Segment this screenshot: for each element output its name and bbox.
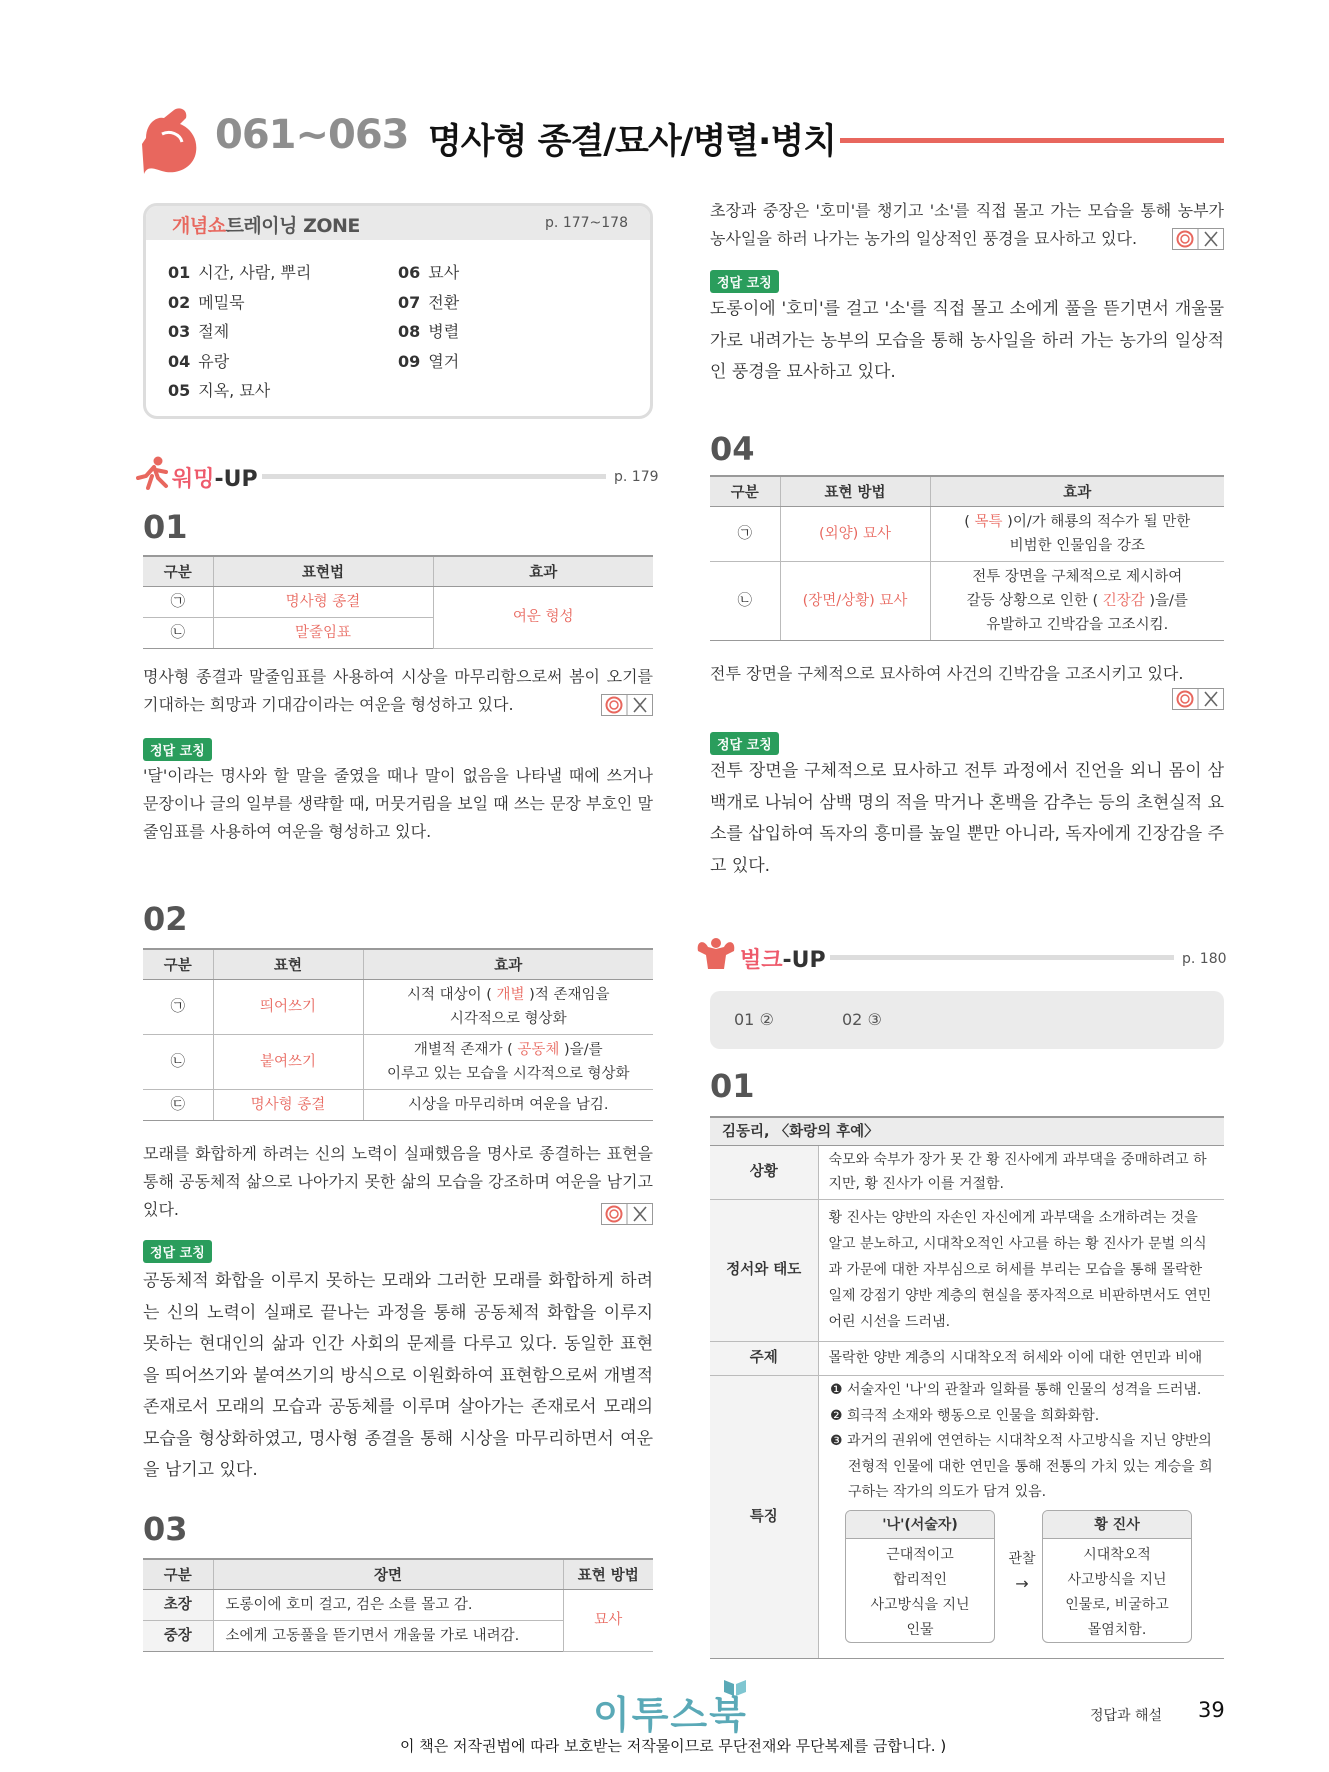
table-row: 정서와 태도 황 진사는 양반의 자손인 자신에게 과부댁을 소개하려는 것을 알고 분노하고, 시대착오적인 사고를 하는 황 진사가 문벌 의식과 가문에 대한 자부심으로 허세를 부리는 모습을 통해 몰락한 일제 강점기 양반 계층의 현실을 풍자적으로 비판하면서도 연민 어린 시선을 드러냄. [710,1199,1224,1341]
ox-check-icon[interactable] [601,1203,653,1225]
section-rule [262,474,606,479]
list-item: ❸ 과거의 권위에 연연하는 시대착오적 사고방식을 지닌 양반의 전형적 인물에 대한 연민을 통해 전통의 가치 있는 계승을 희구하는 작가의 의도가 담겨 있음. [830,1433,1213,1500]
narrator-box: '나'(서술자) 근대적이고 합리적인 사고방식을 지닌 인물 [845,1510,995,1643]
zone-answers-right [398,258,459,376]
q01-table: 구분 표현법 효과 ㉠ 명사형 종결 여운 형성 ㉡ 말줄임표 [143,555,653,649]
book-icon [722,1676,748,1698]
coach-badge: 정답 코칭 [710,270,779,293]
running-person-icon [136,456,170,492]
q02-table: 구분 표현 효과 ㉠ 띄어쓰기 시적 대상이 ( 개별 )적 존재임을 시각적으로 형상화 ㉡ 붙여쓰기 개별적 존재가 ( 공동체 )을/를 이루고 있는 모습을 시각적으로 형상화 ㉢ 명사형 종결 시상을 마무리하며 여운을 남김. [143,948,653,1121]
bulk-answer-2: 02 ③ [842,1010,882,1029]
table-row: 주제 몰락한 양반 계층의 시대착오적 허세와 이에 대한 연민과 비애 [710,1341,1224,1375]
table-row: ㉡ 말줄임표 [143,617,653,648]
source-header: 김동리, 〈화랑의 후예〉 [710,1116,1224,1146]
q03-table: 구분 장면 표현 방법 초장 도롱이에 호미 걸고, 검은 소를 몰고 감. 묘사 중장 소에게 고동풀을 뜯기면서 개울물 가로 내려감. [143,1558,653,1652]
list-item: 06 묘사 [398,263,460,282]
question-number: 03 [143,1510,188,1548]
table-row: ㉠ 명사형 종결 여운 형성 [143,586,653,617]
list-item: 08 병렬 [398,322,460,341]
q04-answer-text: 전투 장면을 구체적으로 묘사하여 사건의 긴박감을 고조시키고 있다. [710,664,1184,683]
list-item: 03 절제 [168,322,230,341]
bulk-page-ref: p. 180 [1182,951,1227,967]
table-row: ㉡ 붙여쓰기 개별적 존재가 ( 공동체 )을/를 이루고 있는 모습을 시각적으로 형상화 [143,1034,653,1089]
q01-answer-text: 명사형 종결과 말줄임표를 사용하여 시상을 마무리함으로써 봄이 오기를 기대하는 희망과 기대감이라는 여운을 형성하고 있다. [143,667,653,714]
zone-header [146,206,650,240]
table-row: 특징 [710,1375,1224,1658]
ox-check-icon[interactable] [1172,688,1224,710]
ox-check-icon[interactable] [601,694,653,716]
list-item: 01 시간, 사람, 뿌리 [168,263,312,282]
footer-section-label: 정답과 해설 [1090,1708,1163,1724]
coach-badge: 정답 코칭 [710,732,779,755]
question-number: 04 [710,430,755,468]
training-zone-box [143,203,653,419]
table-row: ㉠ (외양) 묘사 ( 목특 )이/가 해룡의 적수가 될 만한 비범한 인물임을 강조 [710,506,1224,561]
ox-check-icon[interactable] [1172,228,1224,250]
arrow-right-icon: → [1015,1574,1029,1593]
table-row: ㉠ 띄어쓰기 시적 대상이 ( 개별 )적 존재임을 시각적으로 형상화 [143,979,653,1034]
list-item: 04 유랑 [168,351,230,371]
bulk-answer-1: 01 ② [734,1010,774,1029]
table-row: ㉢ 명사형 종결 시상을 마무리하며 여운을 남김. [143,1089,653,1120]
bodybuilder-icon [694,935,738,971]
question-number: 01 [143,508,188,546]
list-item: ❶ 서술자인 '나'의 관찰과 일화를 통해 인물의 성격을 드러냄. [830,1382,1202,1398]
table-row: 중장 소에게 고동풀을 뜯기면서 개울물 가로 내려감. [143,1620,653,1651]
warming-page-ref: p. 179 [614,469,659,485]
list-item: 05 지옥, 묘사 [168,381,271,400]
zone-answers-left [168,258,311,406]
question-number: 02 [143,900,188,938]
copyright-note: 이 책은 저작권법에 따라 보호받는 저작물이므로 무단전재와 무단복제를 금합니다. ) [400,1737,947,1755]
hwang-jinsa-box: 황 진사 시대착오적 사고방식을 지닌 인물로, 비굴하고 몰염치함. [1042,1510,1192,1643]
table-row: ㉡ (장면/상황) 묘사 전투 장면을 구체적으로 제시하여 갈등 상황으로 인한 ( 긴장감 )을/를 유발하고 긴박감을 고조시킴. [710,561,1224,640]
publisher-logo: 이투스북 [593,1693,748,1737]
coach-badge: 정답 코칭 [143,738,212,761]
q02-coaching-text: 공동체적 화합을 이루지 못하는 모래와 그러한 모래를 화합하게 하려는 신의 노력이 실패로 끝나는 과정을 통해 공동체적 화합을 이루지 못하는 현대인의 삶과 인간 사회의 문제를 다루고 있다. 동일한 표현을 띄어쓰기와 붙여쓰기의 방식으로 이원화하여 표현함으로써 개별적 존재로서 모래의 모습과 공동체를 이루며 살아가는 존재로서 모래의 모습을 형상화하였고, 명사형 종결을 통해 시상을 마무리하면서 여운을 남기고 있다. [143,1271,653,1480]
flexing-arm-icon [140,104,202,176]
list-item: 09 열거 [398,351,460,371]
list-item: 02 메밀묵 [168,292,245,312]
q01-coaching-text: '달'이라는 명사와 할 말을 줄였을 때나 말이 없음을 나타낼 때에 쓰거나 문장이나 글의 일부를 생략할 때, 머뭇거림을 보일 때 쓰는 문장 부호인 말줄임표를 사용하여 여운을 형성하고 있다. [143,766,653,841]
question-number: 01 [710,1067,755,1105]
zone-page-ref: p. 177~178 [545,215,628,231]
q03-coaching-text: 도롱이에 '호미'를 걸고 '소'를 직접 몰고 소에게 풀을 뜯기면서 개울물 가로 내려가는 농부의 모습을 통해 농사일을 하러 가는 농가의 일상적인 풍경을 묘사하고 있다. [710,299,1224,382]
q04-table: 구분 표현 방법 효과 ㉠ (외양) 묘사 ( 목특 )이/가 해룡의 적수가 될 만한 비범한 인물임을 강조 ㉡ (장면/상황) 묘사 전투 장면을 구체적으로 제시하여 갈등 상황으로 인한 ( 긴장감 )을/를 유발하고 긴박감을 고조시킴. [710,475,1224,641]
header-rule [840,138,1224,143]
unit-number: 061~063 [215,112,409,158]
bulk-answer-box [710,991,1224,1049]
unit-title: 명사형 종결/묘사/병렬·병치 [428,122,836,162]
features-list [830,1378,1216,1506]
table-row: 초장 도롱이에 호미 걸고, 검은 소를 몰고 감. 묘사 [143,1589,653,1620]
q02-answer-text: 모래를 화합하게 하려는 신의 노력이 실패했음을 명사로 종결하는 표현을 통해 공동체적 삶으로 나아가지 못한 삶의 모습을 강조하며 여운을 남기고 있다. [143,1144,653,1219]
observe-label: 관찰 [1008,1551,1036,1567]
warming-up-title: 워밍-UP [172,467,258,492]
bulk-up-title: 벌크-UP [740,948,826,973]
list-item: 07 전환 [398,292,460,312]
zone-title: 개념쇼트레이닝 ZONE [172,215,360,237]
page-number: 39 [1198,1698,1225,1722]
q04-coaching-text: 전투 장면을 구체적으로 묘사하고 전투 과정에서 진언을 외니 몸이 삼백개로 나눠어 삼백 명의 적을 막거나 혼백을 감추는 등의 초현실적 요소를 삽입하여 독자의 흥미를 높일 뿐만 아니라, 독자에게 긴장감을 주고 있다. [710,761,1224,876]
table-row: 상황 숙모와 숙부가 장가 못 간 황 진사에게 과부댁을 중매하려고 하지만, 황 진사가 이를 거절함. [710,1146,1224,1199]
list-item: ❷ 희극적 소재와 행동으로 인물을 희화화함. [830,1407,1100,1424]
section-rule [830,955,1174,960]
coach-badge: 정답 코칭 [143,1240,212,1263]
q03-answer-text: 초장과 중장은 '호미'를 챙기고 '소'를 직접 몰고 가는 모습을 통해 농부가 농사일을 하러 나가는 농가의 일상적인 풍경을 묘사하고 있다. [710,201,1224,248]
